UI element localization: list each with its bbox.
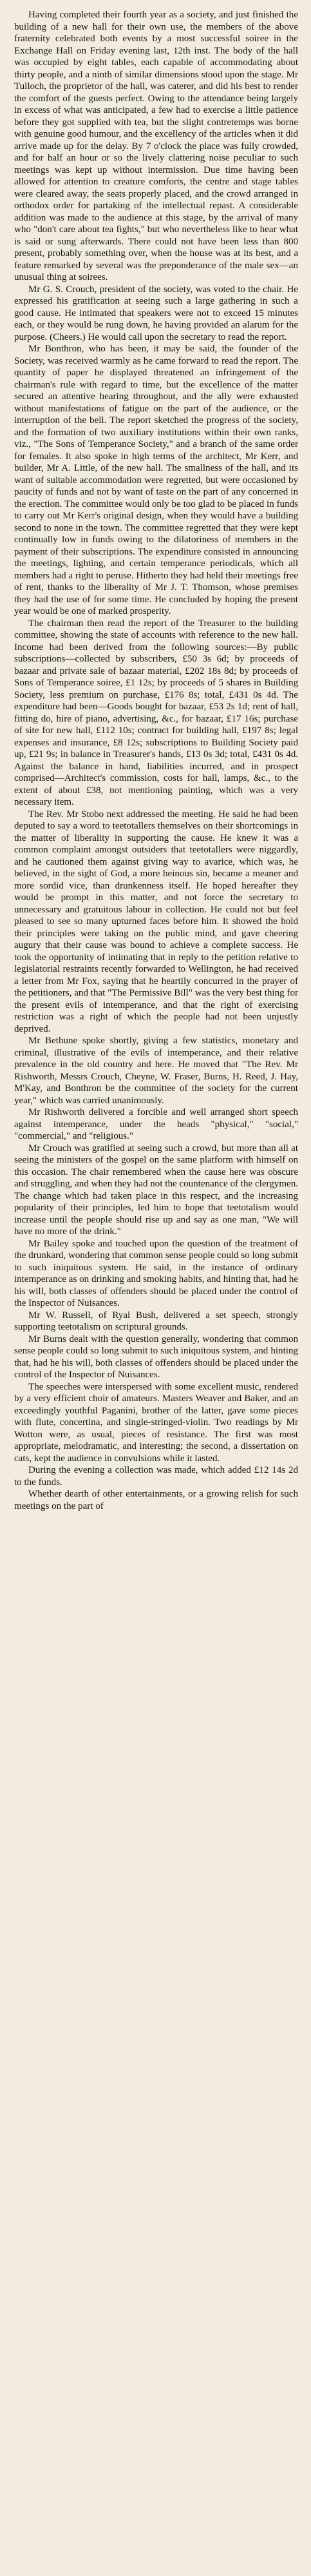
paragraph-collection: During the evening a collection was made, which added £12 14s 2d to the funds. xyxy=(14,1465,298,1488)
paragraph-russell: Mr W. Russell, of Ryal Bush, delivered a set speech, strongly supporting teetotalism on scriptural grounds. xyxy=(14,1310,298,1332)
paragraph-burns: Mr Burns dealt with the question generally, wondering that common sense people could so long submit to such iniquitous system, and hinting that, had he his will, both classes of offenders should be placed under the control of the Inspector of Nuisances. xyxy=(14,1333,298,1380)
paragraph-crouch: Mr Crouch was gratified at seeing such a crowd, but more than all at seeing the ministers of the gospel on the same platform with himself on this occasion. The chair remembered when the cause here was obscure and struggling, and when they had not the countenance of the clergymen. The change which had taken place in this respect, and the increasing popularity of their principles, led him to hope that teetotalism would increase until the people should rise up and say as one man, "We will have no more of the drink." xyxy=(14,1143,298,1237)
paragraph-bailey: Mr Bailey spoke and touched upon the question of the treatment of the drunkard, wondering that common sense people could so long submit to such iniquitous system. He said, in the instance of ordinary intemperance as on drinking and smoking habits, and hinting that, had he his will, both classes of offenders should be placed under the control of the Inspector of Nuisances. xyxy=(14,1238,298,1308)
paragraph-chairman: Mr G. S. Crouch, president of the society, was voted to the chair. He expressed his gratification at seeing such a large gathering in such a good cause. He intimated that speakers were not to exceed 15 minutes each, or they would be rung down, he having provided an alarum for the purpose. (Cheers.) He would call upon the secretary to read the report. xyxy=(14,284,298,342)
article-body xyxy=(14,9,298,1512)
paragraph-bethune: Mr Bethune spoke shortly, giving a few statistics, monetary and criminal, illustrative of the evils of intemperance, and their relative prevalence in the old country and here. He moved that "The Rev. Mr Rishworth, Messrs Crouch, Cheyne, W. Fraser, Burns, H. Reed, J. Hay, M'Kay, and Bonthron be the committee of the society for the current year," which was carried unanimously. xyxy=(14,1036,298,1106)
paragraph-rishworth: Mr Rishworth delivered a forcible and well arranged short speech against intemperance, under the heads "physical," "social," "commercial," and "religious." xyxy=(14,1107,298,1141)
paragraph-music: The speeches were interspersed with some excellent music, rendered by a very efficient choir of amateurs. Masters Weaver and Baker, and an exceedingly youthful Paganini, brother of the latter, gave some pieces with flute, concertina, and single-stringed-violin. Two readings by Mr Wotton were, as usual, pieces of resistance. The first was most appropriate, melodramatic, and interesting; the second, a dissertation on cats, kept the audience in convulsions while it lasted. xyxy=(14,1381,298,1464)
paragraph-treasurer-accounts: The chairman then read the report of the Treasurer to the building committee, showing the state of accounts with reference to the new hall. Income had been derived from the following sources:—By public subscriptions—collected by subscribers, £50 3s 6d; by proceeds of bazaar and private sale of bazaar material, £202 18s 8d; by proceeds of Sons of Temperance soiree, £1 12s; by proceeds of 5 shares in Building Society, less premium on purchase, £176 8s; total, £431 0s 4d. The expenditure had been—Goods bought for bazaar, £53 2s 1d; rent of hall, fitting do, hire of piano, advertising, &c., for bazaar, £17 16s; purchase of site for new hall, £112 10s; contract for building hall, £197 8s; legal expenses and insurance, £8 12s; subscriptions to Building Society paid up, £21 9s; in balance in Treasurer's hands, £13 0s 3d; total, £431 0s 4d. Against the balance in hand, liabilities incurred, and in prospect comprised—Architect's commission, costs for hall, lamps, &c., to the extent of about £38, not mentioning painting, which was a very necessary item. xyxy=(14,618,298,807)
paragraph-report: Mr Bonthron, who has been, it may be said, the founder of the Society, was received warmly as he came forward to read the report. The quantity of paper he displayed threatened an infringement of the chairman's rule with regard to time, but the excellence of the matter secured an attentive hearing throughout, and the ally were exhausted without manifestations of fatigue on the part of the audience, or the interruption of the bell. The report sketched the progress of the society, and the formation of two auxiliary institutions within their own ranks, viz., "The Sons of Temperance Society," and a branch of the same order for females. It also spoke in high terms of the architect, Mr Kerr, and builder, Mr A. Little, of the new hall. The smallness of the hall, and its want of suitable accommodation were regretted, but were occasioned by paucity of funds and not by want of taste on the part of any concerned in the erection. The committee would only be too glad to be placed in funds to carry out Mr Kerr's original design, when they would have a building second to none in the town. The committee regretted that they were kept continually low in funds owing to the dilatoriness of members in the payment of their subscriptions. The expenditure consisted in announcing the meetings, lighting, and certain temperance periodicals, which all members had a right to peruse. Hitherto they had held their meetings free of rent, thanks to the liberality of Mr J. T. Thomson, whose premises they had the use of for some time. He concluded by hoping the present year would be one of marked prosperity. xyxy=(14,344,298,616)
paragraph-closing: Whether dearth of other entertainments, or a growing relish for such meetings on the part of xyxy=(14,1489,298,1511)
paragraph-opening: Having completed their fourth year as a society, and just finished the building of a new hall for their own use, the members of the above fraternity celebrated both events by a most successful soiree in the Exchange Hall on Friday evening last, 12th inst. The body of the hall was occupied by eight tables, each capable of accommodating about thirty people, and a ninth of similar dimensions stood upon the stage. Mr Tulloch, the proprietor of the hall, was caterer, and did his best to render the comfort of the guests perfect. Owing to the attendance being largely in excess of what was anticipated, a few had to exercise a little patience before they got supplied with tea, but the slight contretemps was borne with genuine good humour, and the excellency of the articles when it did arrive made up for the delay. By 7 o'clock the place was fully crowded, and for half an hour or so the lively clattering noise peculiar to such meetings was kept up without intermission. Due time having been allowed for attention to creature comforts, the centre and stage tables were cleared away, the seats properly placed, and the crowd arranged in orthodox order for partaking of the intellectual repast. A considerable addition was made to the audience at this stage, by the arrival of many who "don't care about tea fights," but who nevertheless like to hear what is said or sung afterwards. There could not have been less than 800 present, probably something over, when the house was at its best, and a feature remarked by several was the preponderance of the male sex—an unusual thing at soirees. xyxy=(14,10,298,282)
paragraph-rev-stobo: The Rev. Mr Stobo next addressed the meeting. He said he had been deputed to say a word to teetotallers themselves on their shortcomings in the matter of liberality in supporting the cause. He knew it was a common complaint amongst outsiders that teetotallers were niggardly, and he cautioned them against giving way to avarice, which was, he believed, in the sight of God, a more heinous sin, became a meaner and more sordid vice, than drunkenness itself. He hoped hereafter they would be prompt in this matter, and not force the secretary to unnecessary and gratuitous labour in collection. He could not but feel pleased to see so many upturned faces before him. It showed the hold their principles were taking on the public mind, and gave cheering augury that their cause was bound to achieve a complete success. He took the opportunity of intimating that in reply to the petition relative to legislatorial restraints recently forwarded to Wellington, he had received a letter from Mr Fox, saying that he heartily concurred in the prayer of the petitioners, and that "The Permissive Bill" was the very best thing for the present evils of intemperance, and that the right of exercising restriction was a right of which the people had not been unjustly deprived. xyxy=(14,809,298,1034)
